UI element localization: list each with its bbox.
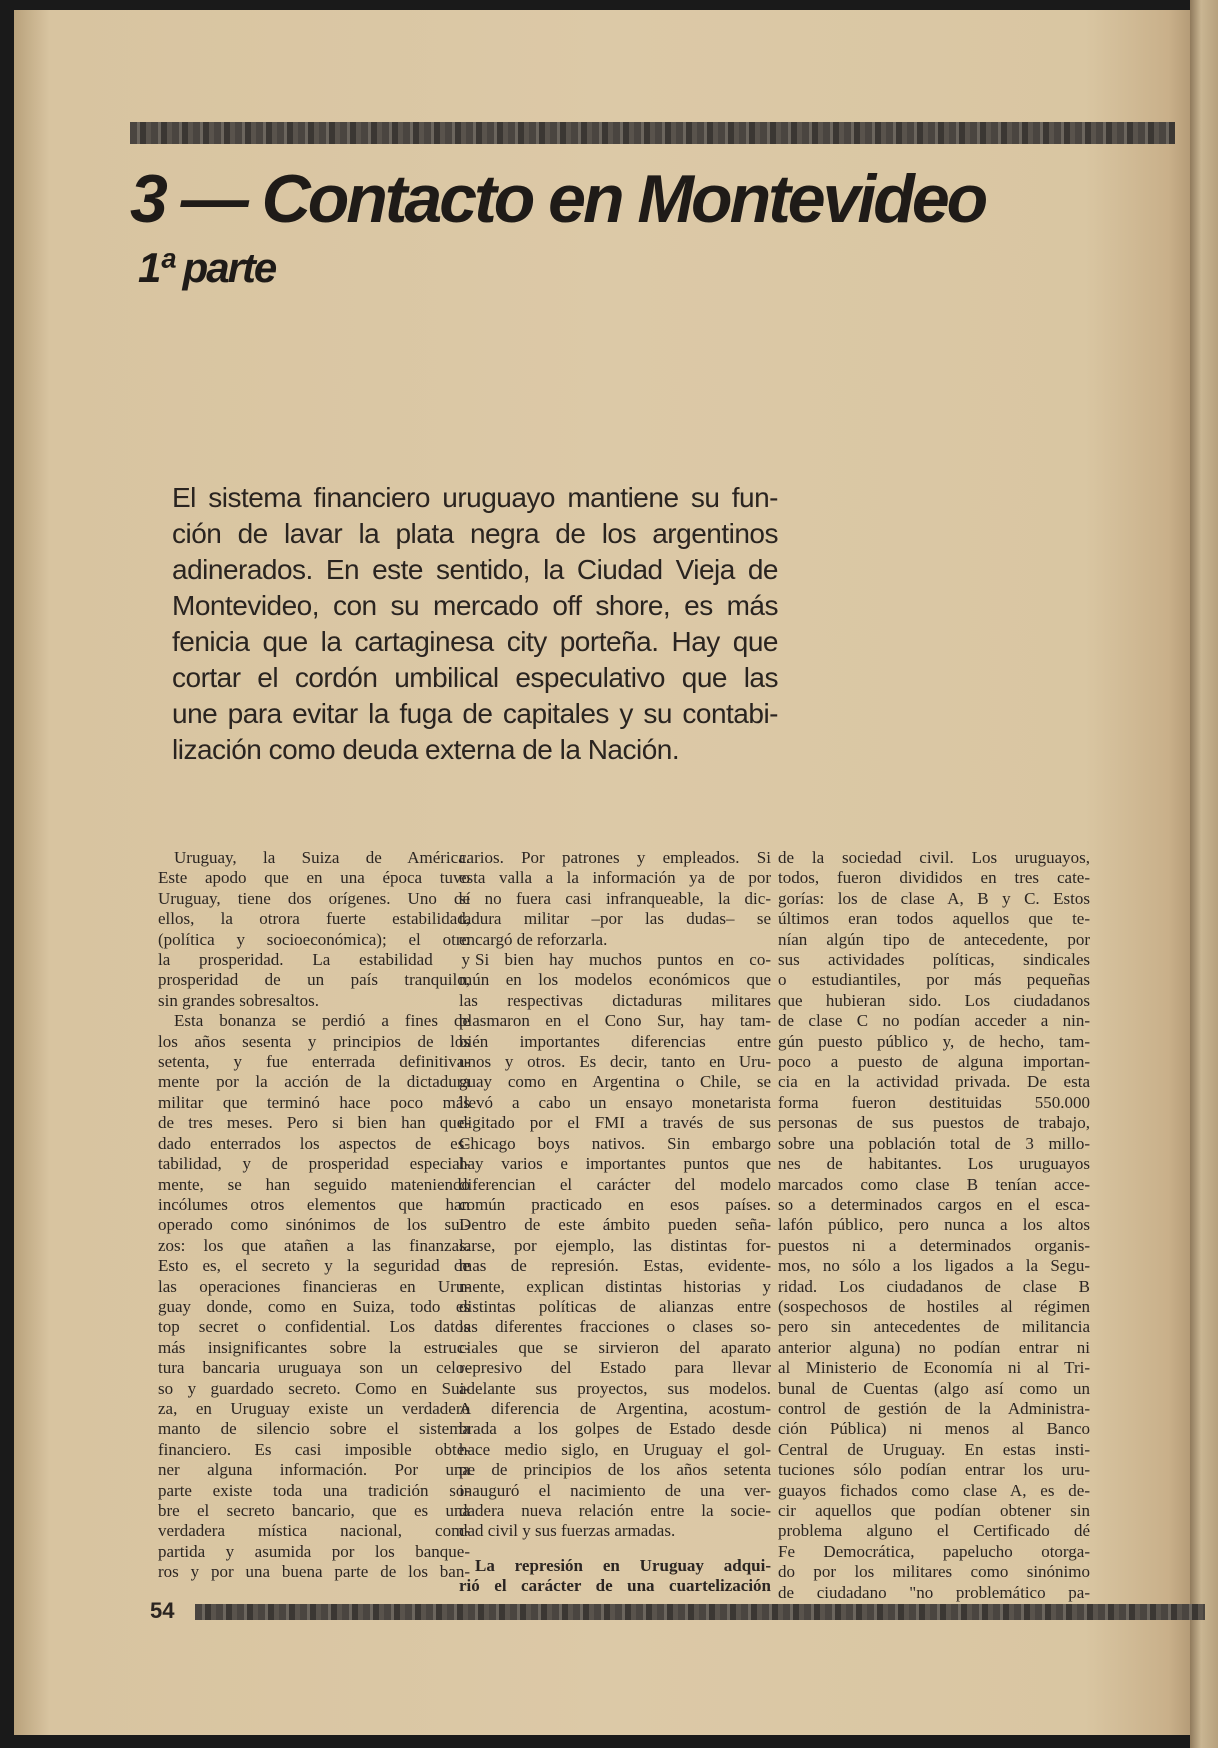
text-line: sí no fuera casi infranqueable, la dic- (459, 888, 771, 908)
text-line: llevó a cabo un ensayo monetarista (459, 1092, 771, 1112)
lead-line: fenicia que la cartaginesa city porteña. Hay que (172, 626, 778, 657)
text-line: inauguró el nacimiento de una ver- (459, 1480, 771, 1500)
text-line: más insignificantes sobre la estruc- (158, 1337, 470, 1357)
text-line: carios. Por patrones y empleados. Si (459, 848, 771, 867)
text-line: lafón público, pero nunca a los altos (778, 1215, 1090, 1235)
text-line: sus actividades políticas, sindicales (778, 950, 1090, 970)
footer-rule (195, 1604, 1205, 1620)
text-line: anterior alguna) no podían entrar ni (778, 1337, 1090, 1357)
text-line: dad civil y sus fuerzas armadas. (459, 1521, 676, 1541)
text-line: dadera nueva relación entre la socie- (459, 1501, 771, 1520)
text-line: Este apodo que en una época tuvo (158, 868, 470, 888)
text-line: hace medio siglo, en Uruguay el gol- (459, 1439, 771, 1459)
text-line: pe de principios de los años setenta (459, 1460, 771, 1480)
text-line: financiero. Es casi imposible obte- (158, 1439, 470, 1459)
text-line: Fe Democrática, papelucho otorga- (778, 1541, 1090, 1561)
text-line: so a determinados cargos en el esca- (778, 1194, 1090, 1214)
text-line: de tres meses. Pero si bien han que- (158, 1113, 470, 1133)
text-line: mente por la acción de la dictadura (158, 1072, 470, 1092)
text-line: poco a puesto de alguna importan- (778, 1052, 1090, 1072)
header-rule (130, 122, 1175, 144)
text-line: ellos, la otrora fuerte estabilidad, (158, 909, 470, 929)
text-line: partida y asumida por los banque- (158, 1541, 470, 1561)
text-line: za, en Uruguay existe un verdadero (158, 1398, 470, 1418)
lead-line: El sistema financiero uruguayo mantiene su fun- (172, 482, 778, 513)
text-line: A diferencia de Argentina, acostum- (459, 1398, 771, 1418)
text-line: (política y socioeconómica); el otro (158, 929, 470, 949)
text-line: ros y por una buena parte de los ban- (158, 1562, 470, 1582)
text-line: plasmaron en el Cono Sur, hay tam- (459, 1011, 771, 1031)
lead-line: Montevideo, con su mercado off shore, es más (172, 590, 778, 621)
text-line: represivo del Estado para llevar (459, 1358, 771, 1378)
text-line: dado enterrados los aspectos de es- (158, 1133, 470, 1153)
paragraph (158, 1011, 470, 1582)
lead-line: cortar el cordón umbilical especulativo que las (172, 662, 778, 693)
text-line: las operaciones financieras en Uru- (158, 1276, 470, 1296)
text-line: Chicago boys nativos. Sin embargo (459, 1133, 771, 1153)
text-line: forma fueron destituidas 550.000 (778, 1092, 1090, 1112)
text-line: problema alguno el Certificado dé (778, 1521, 1090, 1541)
text-line: unos y otros. Es decir, tanto en Uru- (459, 1052, 771, 1072)
lead-line: ción de lavar la plata negra de los argentinos (172, 518, 778, 549)
text-line: guay como en Argentina o Chile, se (459, 1072, 771, 1092)
body-column-1 (158, 848, 470, 1583)
text-line: distintas políticas de alianzas entre (459, 1296, 771, 1316)
text-line: de la sociedad civil. Los uruguayos, (778, 848, 1090, 867)
text-line: nían algún tipo de antecedente, por (778, 929, 1090, 949)
text-line: nes de habitantes. Los uruguayos (778, 1154, 1090, 1174)
text-line: zos: los que atañen a las finanzas. (158, 1235, 470, 1255)
text-line: al Ministerio de Economía ni al Tri- (778, 1358, 1090, 1378)
text-line: control de gestión de la Administra- (778, 1398, 1090, 1418)
text-line: Uruguay, la Suiza de América. (174, 848, 470, 867)
text-line: sobre una población total de 3 millo- (778, 1133, 1090, 1153)
text-line: adelante sus proyectos, sus modelos. (459, 1378, 771, 1398)
text-line: ción Pública) ni menos al Banco (778, 1419, 1090, 1439)
text-line: bunal de Cuentas (algo así como un (778, 1378, 1090, 1398)
text-line: las diferentes fracciones o clases so- (459, 1317, 771, 1337)
text-line: mos, no sólo a los ligados a la Segu- (778, 1256, 1090, 1276)
text-line: encargó de reforzarla. (459, 929, 608, 949)
text-line: pero sin antecedentes de militancia (778, 1317, 1090, 1337)
text-line: setenta, y fue enterrada definitiva- (158, 1052, 470, 1072)
text-line: mas de represión. Estas, evidente- (459, 1256, 771, 1276)
text-line: Central de Uruguay. En estas insti- (778, 1439, 1090, 1459)
text-line: puestos ni a determinados organis- (778, 1235, 1090, 1255)
text-line: cir aquellos que podían obtener sin (778, 1501, 1090, 1520)
text-line: que hubieran sido. Los ciudadanos (778, 990, 1090, 1010)
text-line: diferencian el carácter del modelo (459, 1174, 771, 1194)
text-line: bre el secreto bancario, que es una (158, 1501, 470, 1520)
text-line: La represión en Uruguay adqui- (475, 1555, 771, 1575)
text-line: los años sesenta y principios de los (158, 1031, 470, 1051)
text-line: de ciudadano "no problemático pa- (778, 1582, 1090, 1602)
text-line: mente, explican distintas historias y (459, 1276, 771, 1296)
text-line: incólumes otros elementos que han (158, 1194, 470, 1214)
paragraph (459, 848, 771, 950)
text-line: cia en la actividad privada. De esta (778, 1072, 1090, 1092)
paragraph (158, 848, 470, 1011)
text-line: prosperidad de un país tranquilo, (158, 970, 470, 990)
text-line: rió el carácter de una cuartelización (459, 1576, 771, 1596)
paragraph (778, 848, 1090, 1603)
text-line: gún puesto público y, de hecho, tam- (778, 1031, 1090, 1051)
text-line: Esta bonanza se perdió a fines de (174, 1011, 470, 1031)
article-subtitle: 1ª parte (138, 244, 276, 291)
text-line: las respectivas dictaduras militares (459, 990, 771, 1010)
text-line: (sospechosos de hostiles al régimen (778, 1296, 1090, 1316)
body-column-3 (778, 848, 1090, 1603)
lead-line: adinerados. En este sentido, la Ciudad Vieja de (172, 554, 778, 585)
text-line: o estudiantiles, por más pequeñas (778, 970, 1090, 990)
text-line: esta valla a la información ya de por (459, 868, 771, 888)
text-line: top secret o confidential. Los datos (158, 1317, 470, 1337)
text-line: Si bien hay muchos puntos en co- (475, 950, 771, 970)
text-line: sin grandes sobresaltos. (158, 990, 320, 1010)
text-line: mún en los modelos económicos que (459, 970, 771, 990)
text-line: mente, se han seguido mateniendo (158, 1174, 470, 1194)
text-line: tabilidad, y de prosperidad especial- (158, 1154, 470, 1174)
text-line: personas de sus puestos de trabajo, (778, 1113, 1090, 1133)
text-line: últimos eran todos aquellos que te- (778, 909, 1090, 929)
text-line: la prosperidad. La estabilidad y (158, 950, 470, 970)
text-line: de clase C no podían acceder a nin- (778, 1011, 1090, 1031)
lead-line: une para evitar la fuga de capitales y su contabi- (172, 698, 778, 729)
page-number: 54 (150, 1598, 175, 1623)
text-line: so y guardado secreto. Como en Sui- (158, 1378, 470, 1398)
lead-line: lización como deuda externa de la Nación. (172, 734, 680, 765)
paragraph (459, 950, 771, 1542)
text-line: guay donde, como en Suiza, todo es (158, 1296, 470, 1316)
text-line: militar que terminó hace poco más (158, 1092, 470, 1112)
text-line: digitado por el FMI a través de sus (459, 1113, 771, 1133)
text-line: gorías: los de clase A, B y C. Estos (778, 888, 1090, 908)
text-line: común practicado en esos países. (459, 1194, 771, 1214)
text-line: Uruguay, tiene dos orígenes. Uno de (158, 888, 470, 908)
text-line: guayos fichados como clase A, es de- (778, 1480, 1090, 1500)
text-line: manto de silencio sobre el sistema (158, 1419, 470, 1439)
paragraph (459, 1556, 771, 1597)
text-line: bién importantes diferencias entre (459, 1031, 771, 1051)
text-line: larse, por ejemplo, las distintas for- (459, 1235, 771, 1255)
text-line: tura bancaria uruguaya son un celo- (158, 1358, 470, 1378)
text-line: ner alguna información. Por una (158, 1460, 470, 1480)
adjacent-page-edge (1190, 0, 1218, 1748)
text-line: Esto es, el secreto y la seguridad de (158, 1256, 470, 1276)
article-title: 3 — Contacto en Montevideo (130, 161, 986, 237)
text-line: tuciones sólo podían entrar los uru- (778, 1460, 1090, 1480)
body-column-2 (459, 848, 771, 1597)
text-line: hay varios e importantes puntos que (459, 1154, 771, 1174)
text-line: operado como sinónimos de los sui- (158, 1215, 470, 1235)
text-line: Dentro de este ámbito pueden seña- (459, 1215, 771, 1235)
text-line: tadura militar –por las dudas– se (459, 909, 771, 929)
text-line: ridad. Los ciudadanos de clase B (778, 1276, 1090, 1296)
lead-paragraph (172, 480, 778, 768)
text-line: verdadera mística nacional, com- (158, 1521, 470, 1541)
text-line: do por los militares como sinónimo (778, 1562, 1090, 1582)
text-line: ciales que se sirvieron del aparato (459, 1337, 771, 1357)
text-line: parte existe toda una tradición so- (158, 1480, 470, 1500)
text-line: todos, fueron divididos en tres cate- (778, 868, 1090, 888)
text-line: marcados como clase B tenían acce- (778, 1174, 1090, 1194)
text-line: brada a los golpes de Estado desde (459, 1419, 771, 1439)
